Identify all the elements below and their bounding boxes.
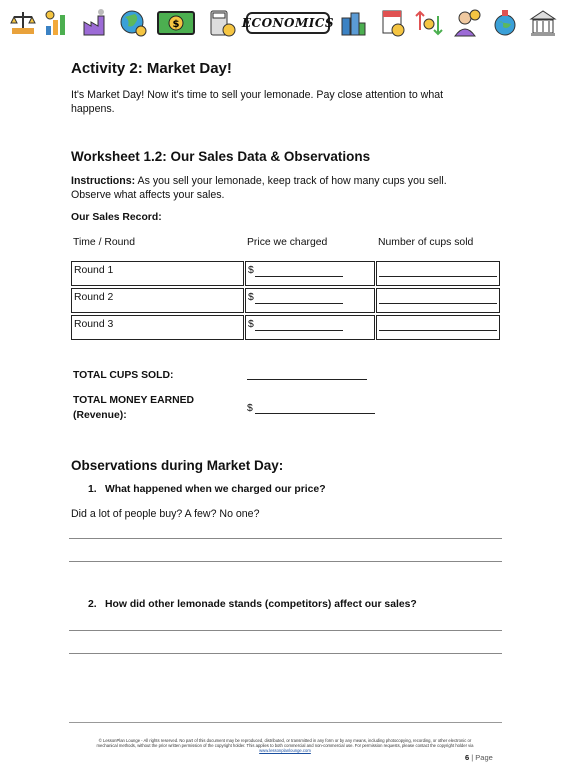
round-label: Round 2 [74,292,114,303]
cups-blank [379,330,497,331]
page-number-value: 6 [465,753,470,762]
answer-line[interactable] [69,653,502,654]
price-blank [255,330,343,331]
round-cell [71,288,244,313]
instructions-label: Instructions: [71,175,136,187]
instructions-line2: Observe what affects your sales. [71,189,225,201]
total-cups-label: TOTAL CUPS SOLD: [73,370,174,381]
footer-divider [69,722,502,723]
price-blank [255,276,343,277]
page-number [465,753,493,762]
price-cell[interactable] [245,288,375,313]
exchange-icon [414,8,444,38]
cups-blank [379,303,497,304]
globe-icon [118,8,148,38]
cups-cell[interactable] [376,261,500,286]
investor-icon [452,8,482,38]
activity-title: Activity 2: Market Day! [71,60,232,77]
round-cell [71,261,244,286]
copyright-line1: © LessonPlan Lounge - All rights reserved. No part of this document may be reproduced, distributed, or transmitted in any form or by any means, including photocopying, recording, or other electronic or [98,738,472,743]
round-label: Round 3 [74,319,114,330]
footer-copyright [60,738,510,753]
activity-intro-line1: It's Market Day! Now it's time to sell your lemonade. Pay close attention to what [71,89,444,101]
activity-intro-line2: happens. [71,103,115,115]
observations-title: Observations during Market Day: [71,458,284,473]
question-2: How did other lemonade stands (competitors) affect our sales? [105,599,417,610]
loan-icon [378,8,408,38]
bank-icon [528,8,558,38]
dollar-sign: $ [248,265,254,276]
total-money-dollar: $ [247,403,253,414]
worksheet-title: Worksheet 1.2: Our Sales Data & Observations [71,149,371,164]
city-icon [338,8,368,38]
bar-chart-icon [42,8,72,38]
answer-line[interactable] [69,561,502,562]
calculator-icon [207,8,237,38]
instructions-line1 [71,174,447,188]
question-1: What happened when we charged our price? [105,484,326,495]
scales-icon [8,8,38,38]
total-money-label-line2: (Revenue): [73,410,127,421]
answer-line[interactable] [69,538,502,539]
header-cups-sold: Number of cups sold [378,237,474,248]
answer-line[interactable] [69,630,502,631]
round-cell [71,315,244,340]
instructions-text1: As you sell your lemonade, keep track of how many cups you sell. [135,175,447,187]
price-cell[interactable] [245,261,375,286]
question-2-number: 2. [88,599,97,610]
economics-logo: ECONOMICS [246,12,330,34]
total-money-blank[interactable] [255,413,375,414]
cups-cell[interactable] [376,288,500,313]
question-1-number: 1. [88,484,97,495]
sales-record-label: Our Sales Record: [71,212,162,223]
header-time-round: Time / Round [73,237,135,248]
question-1-subtext: Did a lot of people buy? A few? No one? [71,508,260,520]
svg-text:$: $ [172,19,180,30]
factory-icon [80,8,110,38]
dollar-sign: $ [248,292,254,303]
price-cell[interactable] [245,315,375,340]
dollar-bill-icon [156,8,196,38]
header-price: Price we charged [247,237,328,248]
header-banner [0,0,569,48]
page-word: | Page [469,753,493,762]
cups-blank [379,276,497,277]
price-blank [255,303,343,304]
copyright-line2: mechanical methods, without the prior written permission of the copyright holder. This applies to both commercial and non-commercial use. For permission requests, please contact the copyright holder via [96,743,474,748]
total-cups-blank[interactable] [247,379,367,380]
cups-cell[interactable] [376,315,500,340]
website-link[interactable]: www.lessonplanlounge.com [259,748,311,753]
round-label: Round 1 [74,265,114,276]
total-money-label-line1: TOTAL MONEY EARNED [73,395,195,406]
world-icon [490,8,520,38]
dollar-sign: $ [248,319,254,330]
